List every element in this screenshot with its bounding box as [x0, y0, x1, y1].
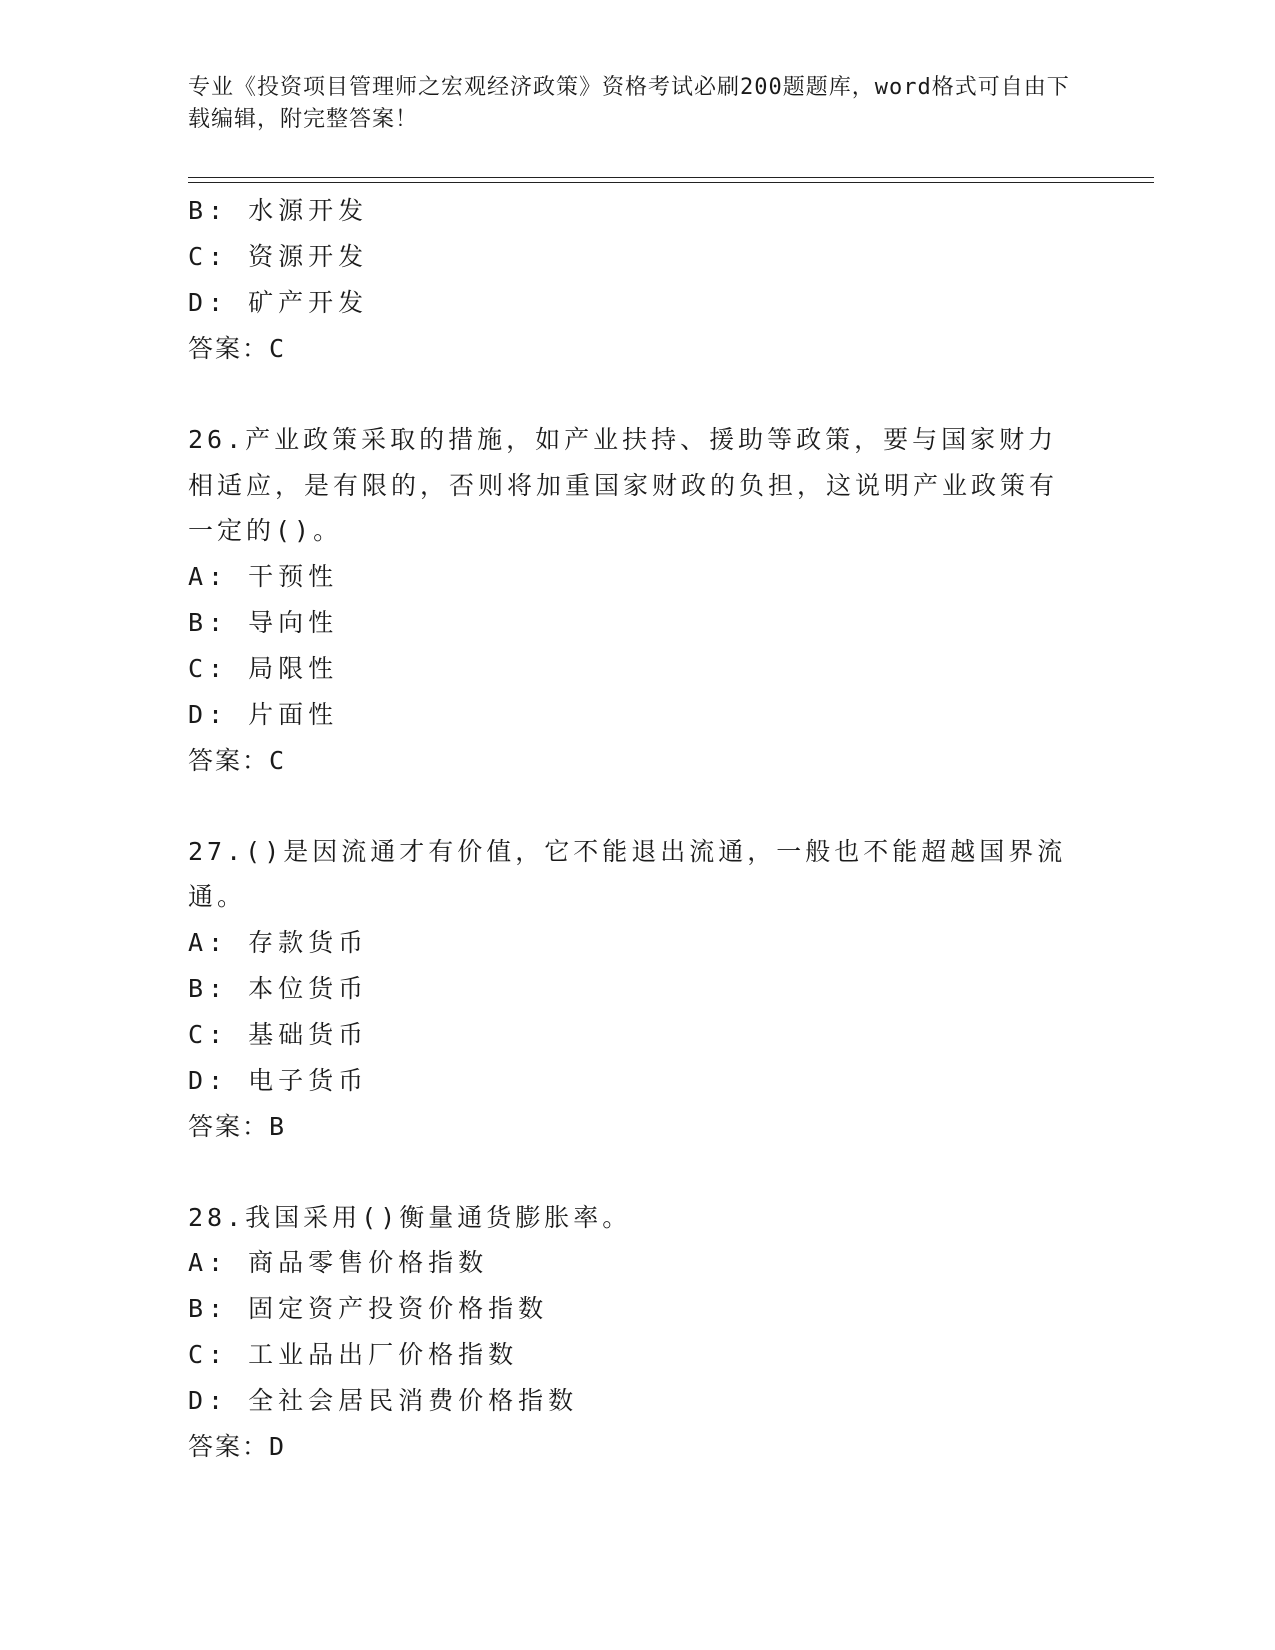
header-rule-bottom: [188, 182, 1154, 183]
document-header: 专业《投资项目管理师之宏观经济政策》资格考试必刷200题题库，word格式可自由下载编辑，附完整答案！: [188, 75, 1070, 132]
answer-line: 答案：B: [188, 1111, 287, 1141]
question-stem: 27.()是因流通才有价值，它不能退出流通，一般也不能超越国界流通。: [188, 836, 1067, 911]
option-a: A: 干预性: [188, 561, 339, 591]
header-rule-top: [188, 177, 1154, 178]
option-c: C: 工业品出厂价格指数: [188, 1340, 519, 1369]
spacer: [188, 1150, 1088, 1195]
answer-line: 答案：D: [188, 1432, 287, 1461]
question-26: [188, 417, 1088, 784]
answer-line: 答案：C: [188, 745, 287, 775]
question-stem: 28.我国采用()衡量通货膨胀率。: [188, 1202, 632, 1232]
option-b: B: 本位货币: [188, 973, 369, 1003]
option-c: C: 基础货币: [188, 1019, 369, 1049]
question-content: [188, 188, 1088, 1470]
option-b: B: 水源开发: [188, 196, 369, 225]
option-b: B: 导向性: [188, 607, 339, 637]
spacer: [188, 784, 1088, 829]
continued-question: [188, 188, 1088, 372]
option-d: D: 全社会居民消费价格指数: [188, 1386, 579, 1415]
question-28: [188, 1195, 1088, 1471]
question-27: [188, 829, 1088, 1150]
option-c: C: 资源开发: [188, 242, 369, 271]
option-a: A: 存款货币: [188, 927, 369, 957]
question-stem: 26.产业政策采取的措施，如产业扶持、援助等政策，要与国家财力相适应，是有限的，否则将加重国家财政的负担，这说明产业政策有一定的()。: [188, 425, 1059, 545]
option-d: D: 电子货币: [188, 1065, 369, 1095]
option-a: A: 商品零售价格指数: [188, 1248, 489, 1277]
option-d: D: 矿产开发: [188, 288, 369, 317]
answer-line: 答案：C: [188, 334, 287, 363]
option-d: D: 片面性: [188, 699, 339, 729]
spacer: [188, 372, 1088, 417]
option-b: B: 固定资产投资价格指数: [188, 1294, 549, 1323]
option-c: C: 局限性: [188, 653, 339, 683]
